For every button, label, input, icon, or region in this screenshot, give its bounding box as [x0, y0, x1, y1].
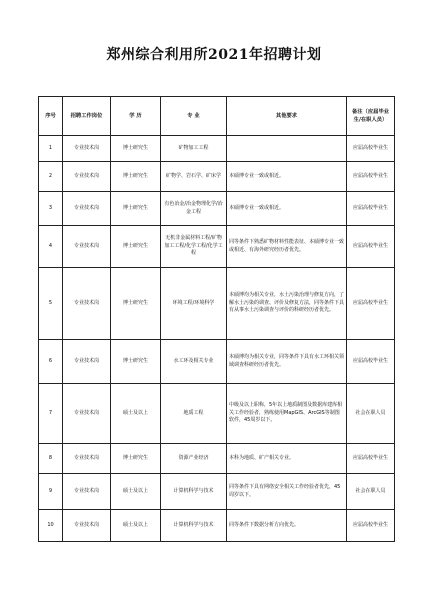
- table-header-row: [39, 97, 395, 136]
- table-row: [39, 192, 395, 226]
- cell-no: 1: [39, 136, 63, 162]
- table-row: [39, 384, 395, 444]
- cell-major: 环境工程/环境科学: [161, 268, 227, 340]
- cell-requirements: 本硕博专业一致或相近。: [227, 162, 347, 192]
- cell-education: 博士研究生: [111, 136, 161, 162]
- header-major: 专 业: [161, 97, 227, 136]
- cell-major: 矿物加工工程: [161, 136, 227, 162]
- cell-no: 5: [39, 268, 63, 340]
- cell-education: 博士研究生: [111, 192, 161, 226]
- cell-requirements: 本硕博均为相关专业，水土污染治理与修复方向，了解水土污染的调查、评价及修复方法，同等条件下具有从事水土污染调查与评价的科研经历者优先。: [227, 268, 347, 340]
- recruitment-plan-table: [38, 96, 395, 542]
- cell-no: 10: [39, 510, 63, 542]
- cell-remarks: 社会在职人员: [347, 474, 395, 510]
- cell-requirements: 中级及以上职称，5年以上地质制图及数据库建库相关工作经验者，熟练使用MapGIS、ArcGIS等制图软件，45周岁以下。: [227, 384, 347, 444]
- cell-remarks: 应届高校毕业生: [347, 162, 395, 192]
- cell-no: 3: [39, 192, 63, 226]
- header-post: 招聘工作岗位: [63, 97, 111, 136]
- cell-no: 6: [39, 340, 63, 384]
- cell-requirements: 同等条件下数据分析方向优先。: [227, 510, 347, 542]
- cell-major: 矿物学、岩石学、矿床学: [161, 162, 227, 192]
- cell-major: 水工环及相关专业: [161, 340, 227, 384]
- cell-post: 专业技术岗: [63, 192, 111, 226]
- table-row: [39, 510, 395, 542]
- cell-remarks: 应届高校毕业生: [347, 226, 395, 268]
- cell-education: 硕士及以上: [111, 474, 161, 510]
- document-title: 郑州综合利用所2021年招聘计划: [106, 47, 322, 63]
- cell-no: 7: [39, 384, 63, 444]
- cell-major: 无机非金属材料工程/矿物加工工程/化学工程/化学工程: [161, 226, 227, 268]
- cell-remarks: 应届高校毕业生: [347, 510, 395, 542]
- cell-major: 地质工程: [161, 384, 227, 444]
- cell-requirements: 同等条件下熟悉矿物材料性能表征、本硕博专业一致或相近、有海外研究经历者优先。: [227, 226, 347, 268]
- cell-requirements: 同等条件下具有网络安全相关工作经验者优先，45周岁以下。: [227, 474, 347, 510]
- table-row: [39, 340, 395, 384]
- cell-remarks: 社会在职人员: [347, 384, 395, 444]
- cell-post: 专业技术岗: [63, 510, 111, 542]
- table-row: [39, 268, 395, 340]
- cell-requirements: 本硕博专业一致或相近。: [227, 192, 347, 226]
- cell-post: 专业技术岗: [63, 226, 111, 268]
- cell-remarks: 应届高校毕业生: [347, 136, 395, 162]
- table-row: [39, 226, 395, 268]
- cell-post: 专业技术岗: [63, 340, 111, 384]
- cell-post: 专业技术岗: [63, 268, 111, 340]
- cell-requirements: [227, 136, 347, 162]
- cell-remarks: 应届高校毕业生: [347, 192, 395, 226]
- table-row: [39, 444, 395, 474]
- cell-education: 硕士及以上: [111, 384, 161, 444]
- cell-post: 专业技术岗: [63, 384, 111, 444]
- header-requirements: 其他要求: [227, 97, 347, 136]
- cell-education: 博士研究生: [111, 226, 161, 268]
- cell-no: 2: [39, 162, 63, 192]
- cell-no: 4: [39, 226, 63, 268]
- header-education: 学 历: [111, 97, 161, 136]
- table-row: [39, 162, 395, 192]
- cell-education: 博士研究生: [111, 162, 161, 192]
- cell-education: 博士研究生: [111, 268, 161, 340]
- cell-education: 硕士及以上: [111, 510, 161, 542]
- cell-remarks: 应届高校毕业生: [347, 340, 395, 384]
- header-no: 序号: [39, 97, 63, 136]
- cell-major: 资源产业经济: [161, 444, 227, 474]
- cell-education: 博士研究生: [111, 340, 161, 384]
- cell-remarks: 应届高校毕业生: [347, 444, 395, 474]
- cell-requirements: 本硕博均为相关专业，同等条件下具有水工环相关领域调查科研经历者优先。: [227, 340, 347, 384]
- cell-no: 9: [39, 474, 63, 510]
- cell-post: 专业技术岗: [63, 474, 111, 510]
- cell-post: 专业技术岗: [63, 162, 111, 192]
- cell-post: 专业技术岗: [63, 444, 111, 474]
- cell-major: 有色冶金/冶金物理化学/冶金工程: [161, 192, 227, 226]
- cell-major: 计算机科学与技术: [161, 510, 227, 542]
- table-row: [39, 136, 395, 162]
- table-row: [39, 474, 395, 510]
- cell-no: 8: [39, 444, 63, 474]
- cell-education: 博士研究生: [111, 444, 161, 474]
- cell-requirements: 本科为地质、矿产相关专业。: [227, 444, 347, 474]
- cell-remarks: 应届高校毕业生: [347, 268, 395, 340]
- header-remarks: 备注（应届毕业生/在职人员）: [347, 97, 395, 136]
- cell-major: 计算机科学与技术: [161, 474, 227, 510]
- cell-post: 专业技术岗: [63, 136, 111, 162]
